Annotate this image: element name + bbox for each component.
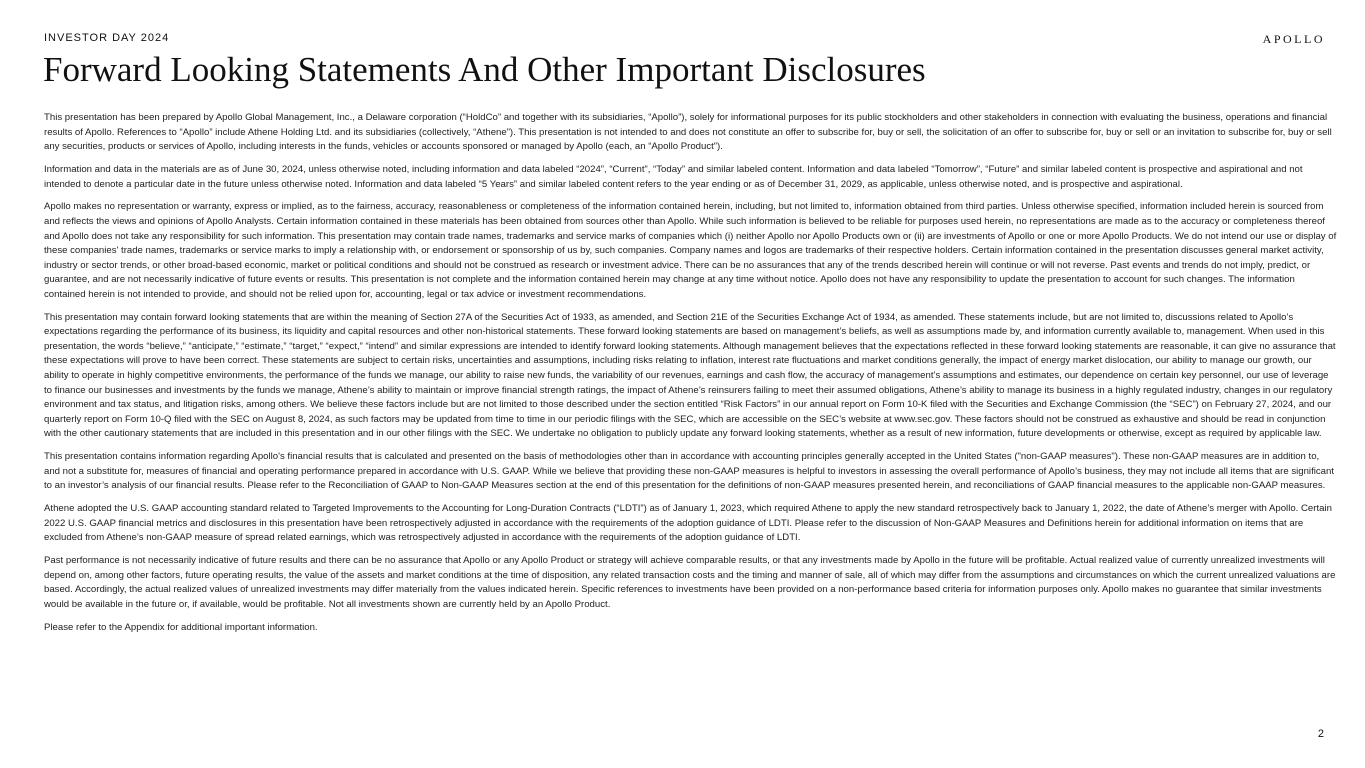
- paragraph-ldti: Athene adopted the U.S. GAAP accounting standard related to Targeted Improvements to the Accounting for Long-Duration Contracts (“LDTI”) as of January 1, 2023, which required Athene to apply the new standard retrospectively back to January 1, 2022, the date of Athene’s merger with Apollo. Certain 2022 U.S. GAAP financial metrics and disclosures in this presentation have been retrospectively adjusted in accordance with the requirements of the adoption guidance of LDTI. Please refer to the discussion of Non-GAAP Measures and Definitions herein for additional information on items that are excluded from Athene’s non-GAAP measure of spread related earnings, which was retrospectively adjusted in accordance with the requirements of the adoption guidance of LDTI.: [44, 503, 1332, 544]
- event-label: INVESTOR DAY 2024: [44, 32, 170, 44]
- disclosure-body: [44, 111, 1337, 644]
- page-number: 2: [1317, 728, 1324, 740]
- page-title: Forward Looking Statements And Other Important Disclosures: [43, 50, 926, 89]
- paragraph-purpose: This presentation has been prepared by Apollo Global Management, Inc., a Delaware corporation (“HoldCo” and together with its subsidiaries, “Apollo”), solely for informational purposes for its public stockholders and other stakeholders in connection with evaluating the business, operations and financial results of Apollo. References to “Apollo” include Athene Holding Ltd. and its subsidiaries (collectively, “Athene”). This presentation is not intended to and does not constitute an offer to subscribe for, buy or sell, the solicitation of an offer to subscribe for, buy or sell or an invitation to subscribe for, buy or sell any securities, products or services of Apollo, including interests in the funds, vehicles or accounts sponsored or managed by Apollo (each, an “Apollo Product”).: [44, 112, 1332, 153]
- paragraph-data-dates: Information and data in the materials are as of June 30, 2024, unless otherwise noted, including information and data labeled “2024”, “Current”, “Today” and similar labeled content. Information and data labeled “Tomorrow”, “Future” and similar labeled content is prospective and aspirational and not intended to denote a particular date in the future unless otherwise noted. Information and data labeled “5 Years” and similar labeled content refers to the year ending or as of December 31, 2029, as applicable, unless otherwise noted, and is prospective and aspirational.: [44, 163, 1303, 190]
- apollo-logo: APOLLO: [1262, 32, 1325, 46]
- paragraph-no-representation: Apollo makes no representation or warranty, express or implied, as to the fairness, accuracy, reasonableness or completeness of the information contained herein, including, but not limited to, information obtained from third parties. Unless otherwise specified, information included herein is sourced from and reflects the views and opinions of Apollo Analysts. Certain information contained in these materials has been obtained from sources other than Apollo. While such information is believed to be reliable for purposes used herein, no representations are made as to the accuracy or completeness thereof and Apollo does not take any responsibility for such information. This presentation may contain trade names, trademarks and service marks of companies which (i) neither Apollo nor Apollo Products own or (ii) are investments of Apollo or one or more Apollo Products. We do not intend our use or display of these companies' trade names, trademarks or service marks to imply a relationship with, or endorsement or sponsorship of us by, such companies. Company names and logos are trademarks of their respective holders. Certain information contained in the presentation discusses general market activity, industry or sector trends, or other broad-based economic, market or political conditions and should not be construed as research or investment advice. There can be no assurances that any of the trends described herein will continue or will not reverse. Past events and trends do not imply, predict, or guarantee, and are not necessarily indicative of future events or results. This presentation is not complete and the information contained herein may change at any time without notice. Apollo does not have any responsibility to update the presentation to account for such changes. The information contained herein is not intended to provide, and should not be relied upon for, accounting, legal or tax advice or investment recommendations.: [44, 201, 1337, 300]
- paragraph-appendix-reference: Please refer to the Appendix for additional important information.: [44, 621, 318, 633]
- paragraph-forward-looking: This presentation may contain forward looking statements that are within the meaning of Section 27A of the Securities Act of 1933, as amended, and Section 21E of the Securities Exchange Act of 1934, as amended. These statements include, but are not limited to, discussions related to Apollo’s expectations regarding the performance of its business, its liquidity and capital resources and other non-historical statements. These forward looking statements are based on management’s beliefs, as well as assumptions made by, and information currently available to, management. When used in this presentation, the words “believe,” “anticipate,” “estimate,” “target,” “expect,” “intend” and similar expressions are intended to identify forward looking statements. Although management believes that the expectations reflected in these forward looking statements are reasonable, it can give no assurance that these expectations will prove to have been correct. These statements are subject to certain risks, uncertainties and assumptions, including risks relating to inflation, interest rate fluctuations and market conditions generally, the impact of energy market dislocation, our ability to manage our growth, our ability to operate in highly competitive environments, the performance of the funds we manage, our ability to raise new funds, the variability of our revenues, earnings and cash flow, the accuracy of management’s assumptions and estimates, our dependence on certain key personnel, our use of leverage to finance our businesses and investments by the funds we manage, Athene’s ability to maintain or improve financial strength ratings, the impact of Athene’s reinsurers failing to meet their assumed obligations, Athene’s ability to manage its business in a highly regulated industry, changes in our regulatory environment and tax status, and litigation risks, among others. We believe these factors include but are not limited to those described under the section entitled “Risk Factors” in our annual report on Form 10-K filed with the Securities and Exchange Commission (the “SEC”) on February 27, 2024, and our quarterly report on Form 10-Q filed with the SEC on August 8, 2024, as such factors may be updated from time to time in our periodic filings with the SEC, which are accessible on the SEC’s website at www.sec.gov. These factors should not be construed as exhaustive and should be read in conjunction with the other cautionary statements that are included in this presentation and in our other filings with the SEC. We undertake no obligation to publicly update any forward looking statements, whether as a result of new information, future developments or otherwise, except as required by applicable law.: [44, 311, 1336, 440]
- paragraph-past-performance: Past performance is not necessarily indicative of future results and there can be no assurance that Apollo or any Apollo Product or strategy will achieve comparable results, or that any investments made by Apollo in the future will be profitable. Actual realized value of currently unrealized investments will depend on, among other factors, future operating results, the value of the assets and market conditions at the time of disposition, any related transaction costs and the timing and manner of sale, all of which may differ from the assumptions and circumstances on which the current unrealized valuations are based. Accordingly, the actual realized values of unrealized investments may differ materially from the values indicated herein. Specific references to investments have been provided on a non-performance based criteria for information purposes only. Apollo makes no guarantee that similar investments would be available in the future or, if available, would be profitable. Not all investments shown are currently held by an Apollo Product.: [44, 555, 1336, 610]
- paragraph-non-gaap: This presentation contains information regarding Apollo's financial results that is calculated and presented on the basis of methodologies other than in accordance with accounting principles generally accepted in the United States ("non-GAAP measures"). These non-GAAP measures are in addition to, and not a substitute for, measures of financial and operating performance prepared in accordance with U.S. GAAP. While we believe that providing these non-GAAP measures is helpful to investors in assessing the overall performance of Apollo’s business, they may not include all items that are significant to an investor’s analysis of our financial results. Please refer to the Reconciliation of GAAP to Non-GAAP Measures section at the end of this presentation for the definitions of non-GAAP measures presented herein, and reconciliations of GAAP financial measures to the applicable non-GAAP measures.: [44, 451, 1334, 492]
